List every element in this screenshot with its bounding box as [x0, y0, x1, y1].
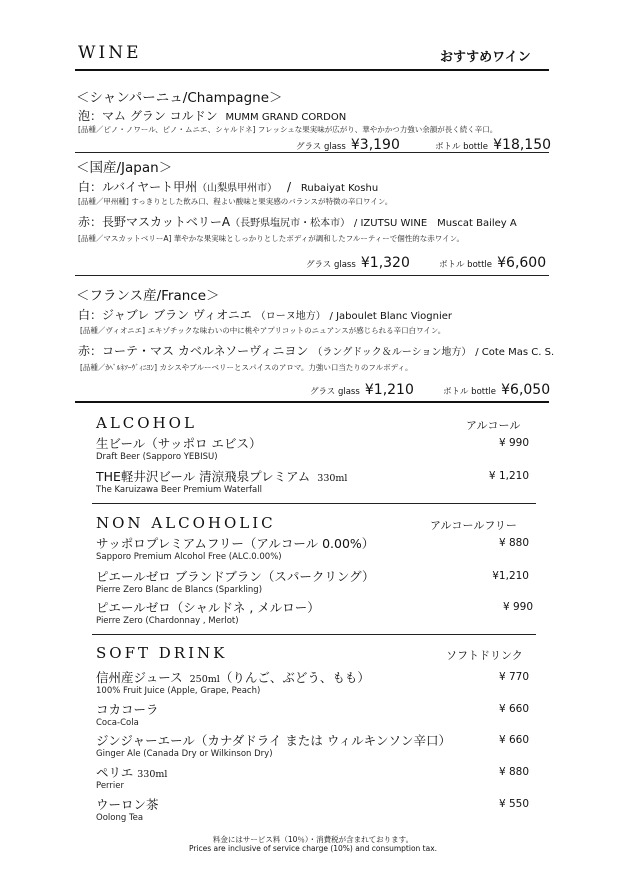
footer-note-jp: 料金にはサービス料（10％）・消費税が含まれております。	[212, 835, 414, 844]
non-alcoholic-item-1-name: サッポロプレミアムフリー（アルコール 0.00%）	[96, 536, 375, 551]
alcohol-rule	[92, 503, 536, 504]
soft-drink-item-1-en: 100% Fruit Juice (Apple, Grape, Peach)	[96, 686, 261, 696]
japan-red-desc: [品種／マスカットベリーA] 華やかな果実味としっかりとしたボディが調和したフルーティーで個性的な赤ワイン。	[78, 234, 464, 243]
japan-bottle-price: ¥6,600	[497, 255, 547, 271]
champagne-wine-name	[78, 107, 346, 124]
soft-drink-item-1-price: ¥ 770	[498, 671, 529, 683]
alcohol-item-1-name	[96, 434, 261, 452]
champagne-rule	[75, 152, 549, 153]
wine-section-end-rule	[75, 401, 549, 403]
soft-drink-jp: ソフトドリンク	[446, 649, 523, 662]
wine-subtitle: おすすめワイン	[440, 50, 531, 65]
soft-drink-item-2-name: コカコーラ	[96, 702, 159, 717]
champagne-glass-price: ¥3,190	[350, 137, 400, 153]
soft-drink-item-2-en: Coca-Cola	[96, 718, 139, 728]
france-white-name	[78, 306, 452, 323]
alcohol-item-1-price: ¥ 990	[498, 437, 529, 449]
france-white-desc: [品種／ヴィオニエ] エキゾチックな味わいの中に桃やアプリコットのニュアンスが感じられる辛口白ワイン。	[80, 326, 446, 335]
france-red-name	[78, 342, 554, 359]
alcohol-item-1-en: Draft Beer (Sapporo YEBISU)	[96, 452, 218, 462]
non-alcoholic-item-3-name: ピエールゼロ（シャルドネ , メルロー）	[96, 600, 320, 615]
soft-drink-item-1-name-text: 信州産ジュース	[96, 670, 183, 685]
champagne-heading: ＜シャンパーニュ/Champagne＞	[76, 90, 283, 106]
non-alcoholic-title: NON ALCOHOLIC	[96, 514, 276, 532]
soft-drink-item-4-name	[96, 763, 167, 781]
japan-prices	[306, 252, 546, 271]
japan-red-name	[78, 213, 517, 230]
france-red-desc: [品種／ｶﾍﾞﾙﾈｿｰｳﾞｨﾆﾖﾝ] カシスやブルーベリーとスパイスのアロマ。力強い口当たりのフルボディ。	[80, 363, 413, 372]
soft-drink-item-5-price: ¥ 550	[498, 798, 529, 810]
non-alcoholic-item-3-en: Pierre Zero (Chardonnay , Merlot)	[96, 616, 239, 626]
soft-drink-item-4-en: Perrier	[96, 781, 124, 791]
alcohol-item-2-name-text: THE軽井沢ビール 清涼飛泉プレミアム	[96, 469, 311, 484]
champagne-desc: [品種／ピノ・ノワール、ピノ・ムニエ、シャルドネ] フレッシュな果実味が広がり、華やかかつ力強い余韻が長く続く辛口。	[78, 125, 498, 134]
japan-white-name-en: Rubaiyat Koshu	[300, 183, 379, 194]
champagne-name-jp: 泡：マム グラン コルドン	[78, 109, 218, 123]
champagne-bottle-price: ¥18,150	[493, 137, 552, 153]
france-glass-label: グラス glass	[310, 387, 360, 397]
soft-drink-item-5-name: ウーロン茶	[96, 797, 159, 812]
soft-drink-item-2-price: ¥ 660	[498, 703, 529, 715]
france-prices	[310, 379, 550, 398]
japan-white-name	[78, 178, 378, 195]
non-alcoholic-item-2-price: ¥1,210	[492, 570, 529, 582]
france-bottle-price: ¥6,050	[501, 382, 551, 398]
france-red-region: （ラングドック＆ルーション地方）	[312, 347, 472, 358]
japan-white-desc: [品種／甲州種] すっきりとした飲み口、程よい酸味と果実感のバランスが特徴の辛口ワイン。	[78, 197, 393, 206]
japan-glass-label: グラス glass	[306, 260, 356, 270]
non-alcoholic-item-3-price: ¥ 990	[502, 601, 533, 613]
japan-red-region: （長野県塩尻市・松本市）	[230, 218, 351, 229]
footer-note-en: Prices are inclusive of service charge (10%) and consumption tax.	[188, 844, 438, 853]
france-white-name-jp: 白：ジャブレ ブラン ヴィオニエ	[78, 308, 252, 322]
soft-drink-item-3-name: ジンジャーエール（カナダドライ または ウィルキンソン辛口）	[96, 733, 451, 748]
champagne-name-en: MUMM GRAND CORDON	[225, 112, 347, 123]
alcohol-item-2-en: The Karuizawa Beer Premium Waterfall	[96, 485, 262, 495]
champagne-bottle-label: ボトル bottle	[434, 142, 489, 152]
soft-drink-item-1-name	[96, 668, 370, 686]
france-red-name-en: / Cote Mas C. S.	[475, 347, 555, 358]
non-alcoholic-item-1-price: ¥ 880	[498, 537, 529, 549]
alcohol-item-2-price: ¥ 1,210	[488, 470, 529, 482]
japan-white-name-jp: 白：ルバイヤート甲州	[78, 180, 198, 194]
alcohol-item-1-name-text: 生ビール（サッポロ エビス）	[96, 436, 262, 451]
champagne-prices	[296, 134, 551, 153]
japan-heading: ＜国産/Japan＞	[76, 160, 173, 176]
non-alcoholic-item-2-en: Pierre Zero Blanc de Blancs (Sparkling)	[96, 585, 263, 595]
soft-drink-item-1-name-suffix: （りんご、ぶどう、もも）	[219, 670, 370, 685]
wine-title: WINE	[78, 43, 142, 63]
japan-rule	[75, 275, 549, 276]
france-heading: ＜フランス産/France＞	[76, 288, 220, 304]
japan-red-name-en: / IZUTSU WINE Muscat Bailey A	[353, 218, 517, 229]
soft-drink-item-4-price: ¥ 880	[498, 766, 529, 778]
soft-drink-item-3-price: ¥ 660	[498, 734, 529, 746]
france-white-name-en: / Jaboulet Blanc Viognier	[329, 311, 453, 322]
non-alcoholic-item-1-en: Sapporo Premium Alcohol Free (ALC.0.00%)	[96, 552, 282, 562]
soft-drink-item-5-en: Oolong Tea	[96, 813, 144, 823]
japan-white-region: （山梨県甲州市）	[197, 183, 278, 194]
france-bottle-label: ボトル bottle	[442, 387, 497, 397]
alcohol-item-2-name	[96, 467, 347, 485]
japan-bottle-label: ボトル bottle	[438, 260, 493, 270]
alcohol-jp: アルコール	[466, 419, 521, 432]
non-alcoholic-item-2-name: ピエールゼロ ブランドブラン（スパークリング）	[96, 569, 375, 584]
france-white-region: （ローヌ地方）	[255, 311, 326, 322]
champagne-glass-label: グラス glass	[296, 142, 346, 152]
alcohol-item-2-size: 330ml	[317, 473, 348, 484]
soft-drink-item-1-size: 250ml	[189, 674, 220, 685]
non-alcoholic-rule	[92, 634, 536, 635]
soft-drink-title: SOFT DRINK	[96, 644, 228, 662]
alcohol-title: ALCOHOL	[96, 414, 197, 432]
france-red-name-jp: 赤：コーテ・マス カベルネソーヴィニヨン	[78, 344, 309, 358]
non-alcoholic-jp: アルコールフリー	[430, 519, 517, 532]
soft-drink-item-4-size: 330ml	[137, 769, 168, 780]
japan-white-sep: /	[287, 180, 292, 194]
soft-drink-item-3-en: Ginger Ale (Canada Dry or Wilkinson Dry)	[96, 749, 273, 759]
france-glass-price: ¥1,210	[364, 382, 414, 398]
wine-title-rule	[75, 69, 549, 71]
soft-drink-item-4-name-text: ペリエ	[96, 765, 134, 780]
japan-red-name-jp: 赤：長野マスカットベリーA	[78, 215, 231, 229]
japan-glass-price: ¥1,320	[360, 255, 410, 271]
